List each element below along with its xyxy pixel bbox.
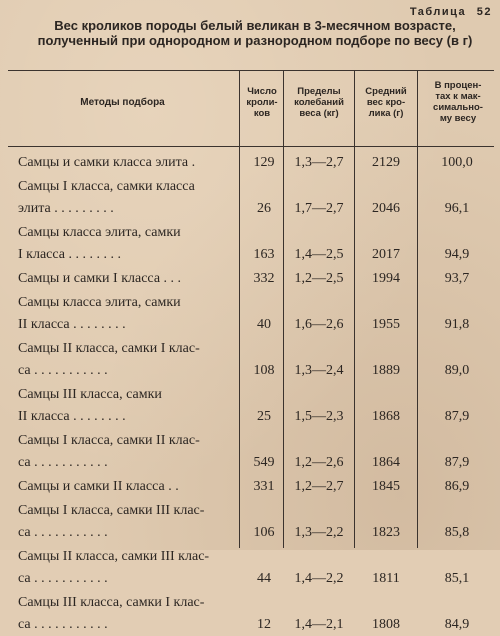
avg-cell: 2129	[372, 155, 400, 170]
range-cell: 1,6—2,6	[294, 317, 344, 332]
method-label: Самцы и самки I класса . . .	[18, 271, 182, 286]
table-row-text-line	[0, 338, 500, 360]
count-cell: 44	[257, 571, 271, 586]
table-row-text-line	[0, 222, 500, 244]
avg-cell: 1811	[372, 571, 400, 586]
header-avg-line: вес кро-	[366, 97, 406, 108]
avg-cell: 1994	[372, 271, 400, 286]
table-row-text-line	[0, 384, 500, 406]
method-label: Самцы II класса, самки I клас-	[18, 341, 200, 356]
header-count-line: ков	[253, 108, 271, 119]
method-label: са . . . . . . . . . . .	[18, 617, 108, 632]
pct-cell: 86,9	[444, 479, 470, 494]
range-cell: 1,3—2,4	[294, 363, 344, 378]
table-row	[0, 522, 500, 544]
range-cell: 1,4—2,2	[294, 571, 344, 586]
count-cell: 108	[253, 363, 275, 378]
table-row-text-line	[0, 592, 500, 614]
top-rule	[8, 70, 494, 71]
method-label: Самцы и самки II класса . .	[18, 479, 179, 494]
method-label: Самцы I класса, самки класса	[18, 179, 195, 194]
pct-cell: 87,9	[444, 409, 470, 424]
table-word: Таблица	[409, 6, 467, 18]
avg-cell: 1868	[372, 409, 400, 424]
method-label: Самцы I класса, самки III клас-	[18, 503, 205, 518]
range-cell: 1,2—2,7	[294, 479, 344, 494]
header-count-line: кроли-	[246, 97, 278, 108]
table-row	[0, 568, 500, 590]
method-label: са . . . . . . . . . . .	[18, 455, 108, 470]
pct-cell: 93,7	[444, 271, 470, 286]
header-pct	[418, 80, 498, 124]
range-cell: 1,7—2,7	[294, 201, 344, 216]
header-count	[241, 86, 283, 119]
avg-cell: 1864	[372, 455, 400, 470]
table-row	[0, 614, 500, 636]
header-range-line: колебаний	[294, 97, 344, 108]
table-row	[0, 244, 500, 266]
range-cell: 1,5—2,3	[294, 409, 344, 424]
avg-cell: 1955	[372, 317, 400, 332]
pct-cell: 87,9	[444, 455, 470, 470]
method-label: Самцы I класса, самки II клас-	[18, 433, 200, 448]
pct-cell: 85,1	[444, 571, 470, 586]
range-cell: 1,3—2,7	[294, 155, 344, 170]
range-cell: 1,2—2,5	[294, 271, 344, 286]
avg-cell: 2017	[372, 247, 400, 262]
table-row	[0, 268, 500, 290]
table-number: 52	[476, 6, 492, 18]
count-cell: 332	[253, 271, 275, 286]
header-range-line: Пределы	[297, 86, 341, 97]
method-label: Самцы класса элита, самки	[18, 295, 181, 310]
table-row	[0, 314, 500, 336]
pct-cell: 85,8	[444, 525, 470, 540]
method-label: са . . . . . . . . . . .	[18, 363, 108, 378]
header-range	[284, 86, 354, 119]
method-label: Самцы и самки класса элита .	[18, 155, 196, 170]
header-bottom-rule	[8, 146, 494, 147]
pct-cell: 89,0	[444, 363, 470, 378]
avg-cell: 1889	[372, 363, 400, 378]
count-cell: 26	[257, 201, 271, 216]
header-pct-line: В процен-	[434, 80, 482, 91]
header-avg-line: Средний	[365, 86, 407, 97]
count-cell: 106	[253, 525, 275, 540]
method-label: са . . . . . . . . . . .	[18, 571, 108, 586]
method-label: II класса . . . . . . . .	[18, 317, 126, 332]
pct-cell: 84,9	[444, 617, 470, 632]
method-label: Самцы III класса, самки I клас-	[18, 595, 205, 610]
count-cell: 163	[253, 247, 275, 262]
header-methods: Методы подбора	[80, 97, 165, 108]
table-row	[0, 476, 500, 498]
count-cell: 129	[253, 155, 275, 170]
method-label: Самцы III класса, самки	[18, 387, 162, 402]
pct-cell: 94,9	[444, 247, 470, 262]
table-row-text-line	[0, 292, 500, 314]
range-cell: 1,4—2,1	[294, 617, 344, 632]
method-label: II класса . . . . . . . .	[18, 409, 126, 424]
count-cell: 25	[257, 409, 271, 424]
range-cell: 1,3—2,2	[294, 525, 344, 540]
header-avg-line: лика (г)	[368, 108, 404, 119]
count-cell: 549	[253, 455, 275, 470]
table-row	[0, 360, 500, 382]
method-label: элита . . . . . . . . .	[18, 201, 114, 216]
table-row-text-line	[0, 500, 500, 522]
pct-cell: 100,0	[441, 155, 473, 170]
method-label: са . . . . . . . . . . .	[18, 525, 108, 540]
header-pct-line: симально-	[433, 102, 483, 113]
avg-cell: 1845	[372, 479, 400, 494]
table-number-label	[410, 6, 492, 18]
avg-cell: 1823	[372, 525, 400, 540]
range-cell: 1,4—2,5	[294, 247, 344, 262]
avg-cell: 1808	[372, 617, 400, 632]
pct-cell: 91,8	[444, 317, 470, 332]
count-cell: 12	[257, 617, 271, 632]
table-row	[0, 452, 500, 474]
table-row-text-line	[0, 176, 500, 198]
range-cell: 1,2—2,6	[294, 455, 344, 470]
table-row	[0, 198, 500, 220]
pct-cell: 96,1	[444, 201, 470, 216]
method-label: Самцы класса элита, самки	[18, 225, 181, 240]
table-row-text-line	[0, 546, 500, 568]
header-avg	[355, 86, 417, 119]
header-count-line: Число	[247, 86, 277, 97]
caption-line-2: полученный при однородном и разнородном подборе по весу (в г)	[37, 33, 473, 48]
table-row-text-line	[0, 430, 500, 452]
method-label: I класса . . . . . . . .	[18, 247, 121, 262]
avg-cell: 2046	[372, 201, 400, 216]
table-row	[0, 152, 500, 174]
header-range-line: веса (кг)	[299, 108, 339, 119]
table-caption	[20, 18, 490, 48]
caption-line-1: Вес кроликов породы белый великан в 3-месячном возрасте,	[54, 18, 456, 33]
count-cell: 40	[257, 317, 271, 332]
table-row	[0, 406, 500, 428]
header-pct-line: тах к мак-	[435, 91, 481, 102]
count-cell: 331	[253, 479, 275, 494]
header-pct-line: му весу	[439, 113, 477, 124]
method-label: Самцы II класса, самки III клас-	[18, 549, 210, 564]
